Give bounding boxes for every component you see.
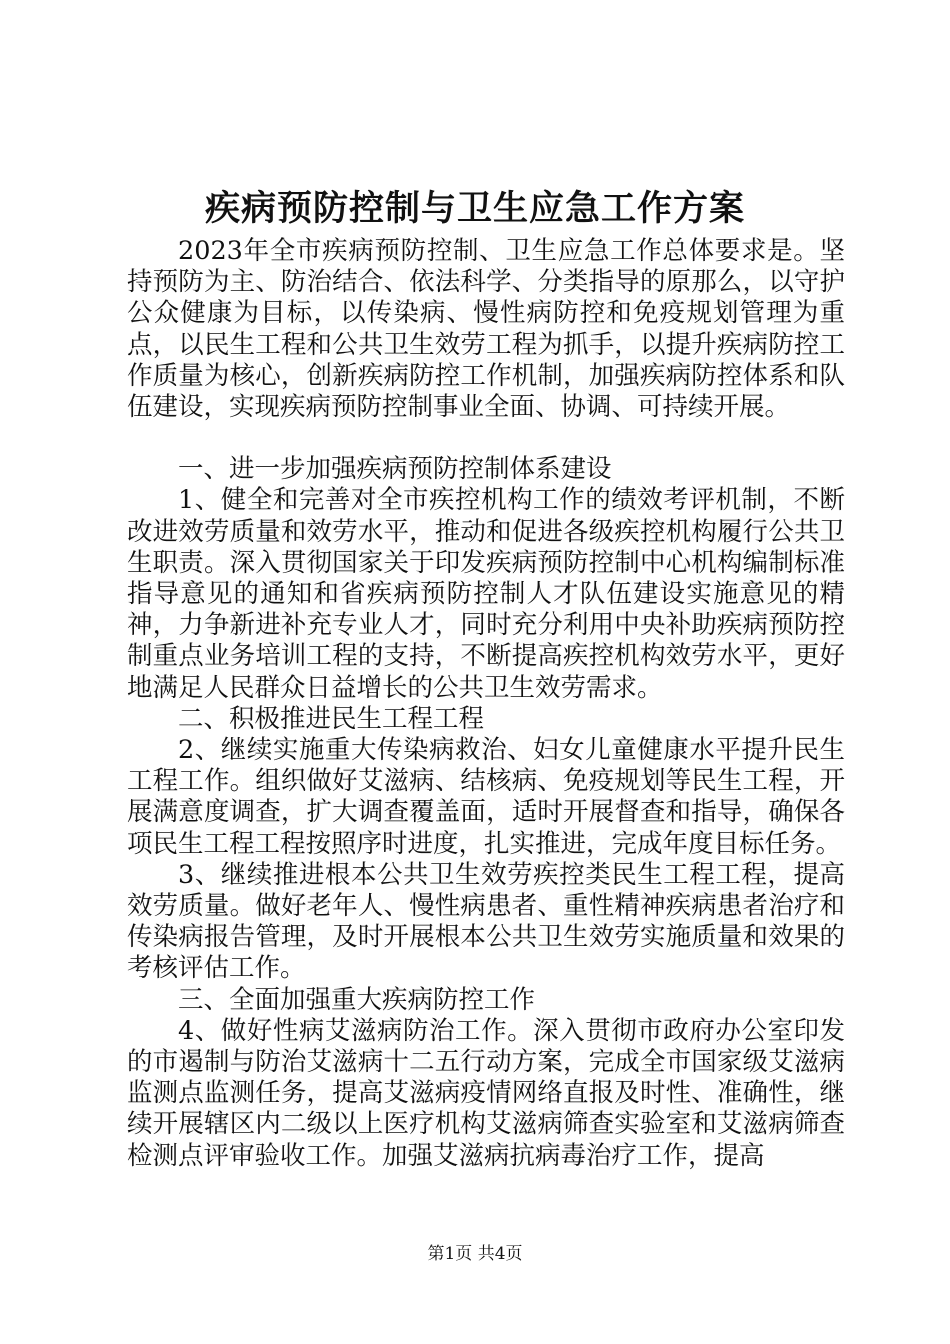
paragraph-intro: 2023年全市疾病预防控制、卫生应急工作总体要求是。坚持预防为主、防治结合、依法科学、分类指导的原那么，以守护公众健康为目标，以传染病、慢性病防控和免疫规划管理为重点，以民生工程和公共卫生效劳工程为抓手，以提升疾病防控工作质量为核心，创新疾病防控工作机制，加强疾病防控体系和队伍建设，实现疾病预防控制事业全面、协调、可持续开展。: [127, 236, 845, 423]
paragraph-item-4: 4、做好性病艾滋病防治工作。深入贯彻市政府办公室印发的市遏制与防治艾滋病十二五行动方案，完成全市国家级艾滋病监测点监测任务，提高艾滋病疫情网络直报及时性、准确性，继续开展辖区内二级以上医疗机构艾滋病筛查实验室和艾滋病筛查检测点评审验收工作。加强艾滋病抗病毒治疗工作，提高: [127, 1015, 845, 1171]
page-footer: 第1页 共4页: [427, 1244, 523, 1264]
section-heading-1: 一、进一步加强疾病预防控制体系建设: [178, 454, 612, 485]
document-title: 疾病预防控制与卫生应急工作方案: [204, 188, 745, 229]
paragraph-item-2: 2、继续实施重大传染病救治、妇女儿童健康水平提升民生工程工作。组织做好艾滋病、结核病、免疫规划等民生工程，开展满意度调查，扩大调查覆盖面，适时开展督查和指导，确保各项民生工程工程按照序时进度，扎实推进，完成年度目标任务。: [127, 735, 845, 859]
paragraph-item-1: 1、健全和完善对全市疾控机构工作的绩效考评机制，不断改进效劳质量和效劳水平，推动和促进各级疾控机构履行公共卫生职责。深入贯彻国家关于印发疾病预防控制中心机构编制标准指导意见的通知和省疾病预防控制人才队伍建设实施意见的精神，力争新进补充专业人才，同时充分利用中央补助疾病预防控制重点业务培训工程的支持，不断提高疾控机构效劳水平，更好地满足人民群众日益增长的公共卫生效劳需求。: [127, 485, 845, 703]
document-body: [127, 236, 845, 1172]
section-heading-2: 二、积极推进民生工程工程: [178, 703, 485, 734]
paragraph-item-3: 3、继续推进根本公共卫生效劳疾控类民生工程工程，提高效劳质量。做好老年人、慢性病患者、重性精神疾病患者治疗和传染病报告管理，及时开展根本公共卫生效劳实施质量和效果的考核评估工作。: [127, 859, 845, 984]
section-heading-3: 三、全面加强重大疾病防控工作: [178, 984, 536, 1015]
